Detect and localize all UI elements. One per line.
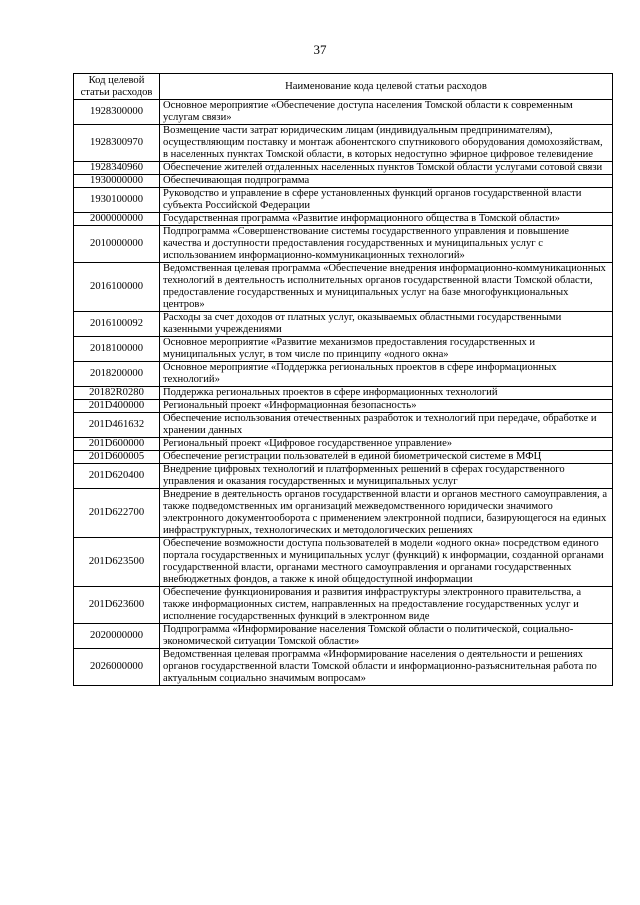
row-name: Ведомственная целевая программа «Обеспечение внедрения информационно-коммуникационных технологий в деятельность исполнительных органов государственной власти Томской области, предоставление государственных и муниципальных услуг на базе многофункциональных центров»	[160, 263, 613, 312]
page-number: 37	[313, 42, 327, 57]
table-row	[74, 538, 613, 587]
table-row	[74, 649, 613, 686]
row-name: Обеспечение использования отечественных разработок и технологий при передаче, обработке и хранении данных	[160, 413, 613, 438]
row-code: 1928300000	[74, 100, 160, 125]
row-name: Государственная программа «Развитие информационного общества в Томской области»	[160, 213, 613, 226]
table-row	[74, 362, 613, 387]
row-name: Обеспечение функционирования и развития инфраструктуры электронного правительства, а также информационных систем, направленных на предоставление государственных услуг и исполнение государственных функций в электронном виде	[160, 587, 613, 624]
table-row	[74, 162, 613, 175]
table-row	[74, 400, 613, 413]
table-row	[74, 464, 613, 489]
table-row	[74, 100, 613, 125]
table-row	[74, 451, 613, 464]
table-row	[74, 175, 613, 188]
row-code: 201D400000	[74, 400, 160, 413]
row-code: 2018100000	[74, 337, 160, 362]
table-row	[74, 337, 613, 362]
budget-codes-table	[73, 73, 613, 686]
row-name: Обеспечивающая подпрограмма	[160, 175, 613, 188]
row-name: Региональный проект «Информационная безопасность»	[160, 400, 613, 413]
row-name: Расходы за счет доходов от платных услуг, оказываемых областными государственными казенными учреждениями	[160, 312, 613, 337]
row-code: 201D600005	[74, 451, 160, 464]
table-header-row	[74, 74, 613, 100]
row-name: Основное мероприятие «Поддержка региональных проектов в сфере информационных технологий»	[160, 362, 613, 387]
table-row	[74, 624, 613, 649]
row-code: 1928300970	[74, 125, 160, 162]
row-code: 2016100000	[74, 263, 160, 312]
table-row	[74, 125, 613, 162]
row-name: Основное мероприятие «Обеспечение доступа населения Томской области к современным услугам связи»	[160, 100, 613, 125]
table-row	[74, 387, 613, 400]
row-name: Обеспечение регистрации пользователей в единой биометрической системе в МФЦ	[160, 451, 613, 464]
table-row	[74, 413, 613, 438]
table-row	[74, 188, 613, 213]
row-code: 1928340960	[74, 162, 160, 175]
row-code: 1930000000	[74, 175, 160, 188]
row-name: Поддержка региональных проектов в сфере информационных технологий	[160, 387, 613, 400]
row-code: 201D622700	[74, 489, 160, 538]
row-name: Ведомственная целевая программа «Информирование населения о деятельности и решениях органов государственной власти Томской области и информационно-разъяснительная работа по актуальным социально значимым вопросам»	[160, 649, 613, 686]
table-body	[74, 100, 613, 686]
row-name: Обеспечение возможности доступа пользователей в модели «одного окна» посредством единого портала государственных и муниципальных услуг (функций) к информации, созданной органами государственной власти, органами местного самоуправления и органами государственных внебюджетных фондов, а также к иной общедоступной информации	[160, 538, 613, 587]
row-name: Руководство и управление в сфере установленных функций органов государственной власти субъекта Российской Федерации	[160, 188, 613, 213]
row-code: 201D461632	[74, 413, 160, 438]
row-name: Подпрограмма «Совершенствование системы государственного управления и повышение качества и доступности предоставления государственных и муниципальных услуг с использованием информационно-коммуникационных технологий»	[160, 226, 613, 263]
table-row	[74, 312, 613, 337]
row-code: 2016100092	[74, 312, 160, 337]
table-row	[74, 226, 613, 263]
row-code: 201D623600	[74, 587, 160, 624]
row-name: Внедрение цифровых технологий и платформенных решений в сферах государственного управления и оказания государственных и муниципальных услуг	[160, 464, 613, 489]
row-code: 2018200000	[74, 362, 160, 387]
row-name: Внедрение в деятельность органов государственной власти и органов местного самоуправления, а также подведомственных им организаций межведомственного юридически значимого электронного документооборота с применением электронной подписи, базирующегося на единых инфраструктурных, технологических и методологических решениях	[160, 489, 613, 538]
header-code: Код целевой статьи расходов	[74, 74, 160, 100]
row-name: Региональный проект «Цифровое государственное управление»	[160, 438, 613, 451]
table-row	[74, 263, 613, 312]
row-code: 20182R0280	[74, 387, 160, 400]
row-code: 201D623500	[74, 538, 160, 587]
row-name: Основное мероприятие «Развитие механизмов предоставления государственных и муниципальных услуг, в том числе по принципу «одного окна»	[160, 337, 613, 362]
table-row	[74, 438, 613, 451]
row-code: 201D620400	[74, 464, 160, 489]
row-code: 1930100000	[74, 188, 160, 213]
row-name: Обеспечение жителей отдаленных населенных пунктов Томской области услугами сотовой связи	[160, 162, 613, 175]
table-row	[74, 489, 613, 538]
row-name: Подпрограмма «Информирование населения Томской области о политической, социально-экономической ситуации Томской области»	[160, 624, 613, 649]
row-code: 2026000000	[74, 649, 160, 686]
row-code: 2000000000	[74, 213, 160, 226]
row-code: 2010000000	[74, 226, 160, 263]
header-name: Наименование кода целевой статьи расходов	[160, 74, 613, 100]
row-code: 2020000000	[74, 624, 160, 649]
table-row	[74, 213, 613, 226]
row-name: Возмещение части затрат юридическим лицам (индивидуальным предпринимателям), осуществляющим поставку и монтаж абонентского спутникового оборудования домохозяйствам, в населенных пунктах Томской области, в которых недоступно эфирное цифровое телевидение	[160, 125, 613, 162]
row-code: 201D600000	[74, 438, 160, 451]
table-row	[74, 587, 613, 624]
